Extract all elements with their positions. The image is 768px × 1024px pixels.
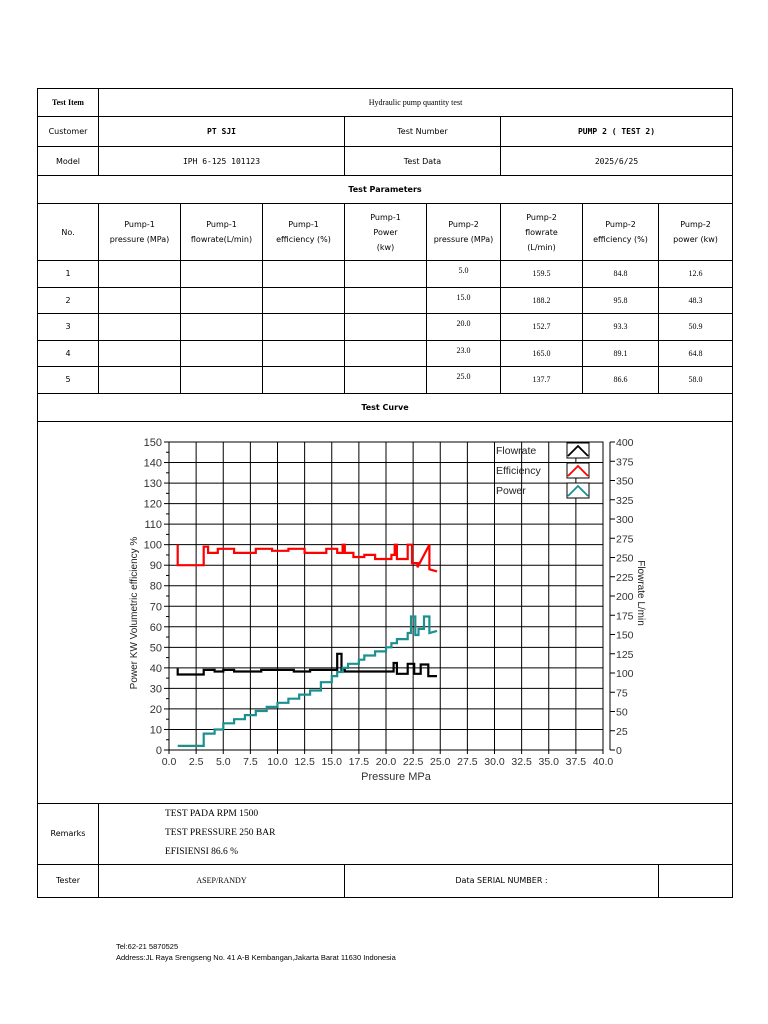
params-col-header-line: pressure (MPa) [433,235,494,244]
serial-label: Data SERIAL NUMBER : [345,864,659,897]
table-cell [345,261,427,288]
table-cell: 12.6 [659,261,733,288]
model-label: Model [38,147,99,176]
table-cell: 20.0 [427,314,501,341]
table-row [38,314,733,341]
y-left-tick-label: 20 [149,703,162,716]
y-right-tick-label: 200 [616,591,634,603]
serial-value [659,864,733,897]
params-col-header-line: Power [373,227,398,237]
y-right-tick-label: 250 [616,552,634,565]
table-row [38,261,733,288]
y-left-tick-label: 90 [149,560,162,573]
y-right-tick-label: 175 [616,610,634,623]
x-tick-label: 5.0 [215,756,231,768]
y-left-tick-label: 40 [149,662,162,675]
x-tick-label: 20.0 [375,756,397,768]
table-cell: 89.1 [583,340,659,367]
table-cell: 4 [38,340,99,367]
x-tick-label: 27.5 [457,756,478,768]
table-cell: 86.6 [583,367,659,394]
x-tick-label: 17.5 [348,756,370,768]
table-cell: 3 [38,314,99,341]
y-right-tick-label: 50 [616,706,628,719]
tester-value: ASEP/RANDY [99,864,345,897]
table-cell [99,340,181,367]
x-tick-label: 12.5 [294,756,315,768]
params-col-header-line: Pump-2 [680,220,711,229]
table-row [38,287,733,314]
y-right-tick-label: 225 [616,571,634,584]
legend-label: Power [496,485,526,497]
y-right-tick-label: 150 [616,629,634,642]
test-curve-cell [38,421,733,803]
y-left-tick-label: 10 [149,724,162,737]
y-left-tick-label: 100 [143,539,162,552]
y-right-tick-label: 400 [616,437,634,449]
y-left-tick-label: 110 [144,519,162,532]
test-curve-chart [38,422,731,802]
params-col-header-line: pressure (MPa) [109,235,170,244]
table-cell: 95.8 [583,287,659,314]
params-header-row [38,204,733,261]
y-right-tick-label: 275 [616,533,634,546]
x-tick-label: 30.0 [484,756,505,768]
remarks-value [99,803,733,864]
y-right-tick-label: 325 [616,494,634,507]
table-cell [181,261,263,288]
x-tick-label: 0.0 [161,756,177,768]
params-col-header-line: (kw) [376,242,395,252]
params-col-header-line: (L/min) [527,242,556,252]
table-cell: 152.7 [501,314,583,341]
params-col-header-line: efficiency (%) [593,235,648,244]
params-col-header-line: Pump-1 [124,220,155,229]
customer-label: Customer [38,117,99,147]
y-left-tick-label: 70 [149,601,162,614]
table-cell: 48.3 [659,287,733,314]
params-col-header [38,204,99,261]
y-right-tick-label: 0 [616,745,622,757]
x-tick-label: 15.0 [321,756,342,768]
x-tick-label: 10.0 [267,756,288,768]
table-cell: 23.0 [427,340,501,367]
table-cell [99,314,181,341]
table-cell [263,287,345,314]
table-cell [263,261,345,288]
table-cell: 25.0 [427,367,501,394]
table-cell [263,340,345,367]
table-cell [345,340,427,367]
params-col-header [99,204,181,261]
x-tick-label: 40.0 [592,756,614,768]
x-tick-label: 37.5 [565,756,587,768]
table-cell [345,367,427,394]
y-left-tick-label: 50 [149,642,162,655]
x-tick-label: 7.5 [243,756,258,768]
x-tick-label: 22.5 [402,756,424,768]
remark-line: TEST PADA RPM 1500 [165,809,259,819]
table-cell [99,367,181,394]
test-number-value: PUMP 2 ( TEST 2) [501,117,733,147]
table-cell: 2 [38,287,99,314]
table-cell: 64.8 [659,340,733,367]
table-row [38,367,733,394]
y-right-tick-label: 375 [616,456,634,469]
footer [116,941,396,963]
y-left-tick-label: 150 [143,437,162,449]
params-col-header-line: Pump-1 [288,220,319,229]
table-cell [99,287,181,314]
table-cell [263,367,345,394]
table-cell: 58.0 [659,367,733,394]
table-cell [345,287,427,314]
x-tick-label: 32.5 [511,756,532,768]
y-right-tick-label: 300 [616,514,634,526]
y-right-axis-label: Flowrate L/min [635,560,646,626]
y-right-tick-label: 125 [616,648,634,661]
y-right-tick-label: 25 [616,725,628,738]
x-tick-label: 2.5 [188,756,204,768]
y-right-tick-label: 350 [616,475,634,488]
table-cell [181,314,263,341]
table-cell: 188.2 [501,287,583,314]
test-data-value: 2025/6/25 [501,147,733,176]
report-table [37,88,733,898]
y-left-tick-label: 80 [149,580,162,593]
tester-label: Tester [38,864,99,897]
table-cell: 137.7 [501,367,583,394]
table-cell [181,287,263,314]
model-value: IPH 6-125 101123 [99,147,345,176]
table-cell: 1 [38,261,99,288]
table-cell [181,340,263,367]
params-col-header-line: Pump-2 [526,212,557,222]
y-right-tick-label: 75 [616,687,628,700]
remark-line: EFISIENSI 86.6 % [165,847,239,857]
y-left-axis-label: Power KW Volumetric efficiency % [129,536,140,690]
y-left-tick-label: 140 [143,457,162,470]
params-col-header [181,204,263,261]
test-curve-title: Test Curve [38,393,733,421]
params-col-header [263,204,345,261]
table-cell: 15.0 [427,287,501,314]
footer-address: Address:JL Raya Srengseng No. 41 A-B Kembangan,Jakarta Barat 11630 Indonesia [116,953,396,962]
params-col-header-line: Pump-1 [206,220,237,229]
table-cell [99,261,181,288]
test-number-label: Test Number [345,117,501,147]
test-item-label: Test Item [38,89,99,117]
params-col-header-line: No. [61,227,75,237]
params-col-header [427,204,501,261]
params-col-header [583,204,659,261]
params-col-header [501,204,583,261]
table-row [38,340,733,367]
params-col-header-line: Pump-1 [370,212,401,222]
params-col-header-line: power (kw) [673,235,718,244]
params-col-header-line: flowrate [525,227,558,237]
y-right-tick-label: 100 [616,668,634,680]
y-left-tick-label: 60 [149,621,162,634]
params-col-header-line: flowrate(L/min) [190,235,253,244]
remark-line: TEST PRESSURE 250 BAR [165,828,276,838]
y-left-tick-label: 30 [149,683,162,696]
test-parameters-title: Test Parameters [38,176,733,204]
y-left-tick-label: 130 [143,478,162,491]
params-col-header [345,204,427,261]
params-col-header-line: Pump-2 [448,220,479,229]
table-cell: 5.0 [427,261,501,288]
table-cell: 5 [38,367,99,394]
remarks-label: Remarks [38,803,99,864]
table-cell: 50.9 [659,314,733,341]
table-cell [263,314,345,341]
x-tick-label: 35.0 [538,756,559,768]
params-col-header [659,204,733,261]
table-cell: 159.5 [501,261,583,288]
legend-label: Flowrate [496,445,537,457]
x-axis-label: Pressure MPa [361,771,431,783]
footer-tel: Tel:62-21 5870525 [116,942,179,951]
params-col-header-line: efficiency (%) [276,235,331,244]
customer-value: PT SJI [99,117,345,147]
table-cell [345,314,427,341]
params-col-header-line: Pump-2 [605,220,636,229]
table-cell: 93.3 [583,314,659,341]
test-data-label: Test Data [345,147,501,176]
table-cell: 84.8 [583,261,659,288]
y-left-tick-label: 120 [143,498,162,511]
x-tick-label: 25.0 [430,756,451,768]
y-left-tick-label: 0 [155,745,162,757]
table-cell [181,367,263,394]
table-cell: 165.0 [501,340,583,367]
legend-label: Efficiency [496,465,541,477]
test-item-value: Hydraulic pump quantity test [99,89,733,117]
params-body [38,261,733,394]
